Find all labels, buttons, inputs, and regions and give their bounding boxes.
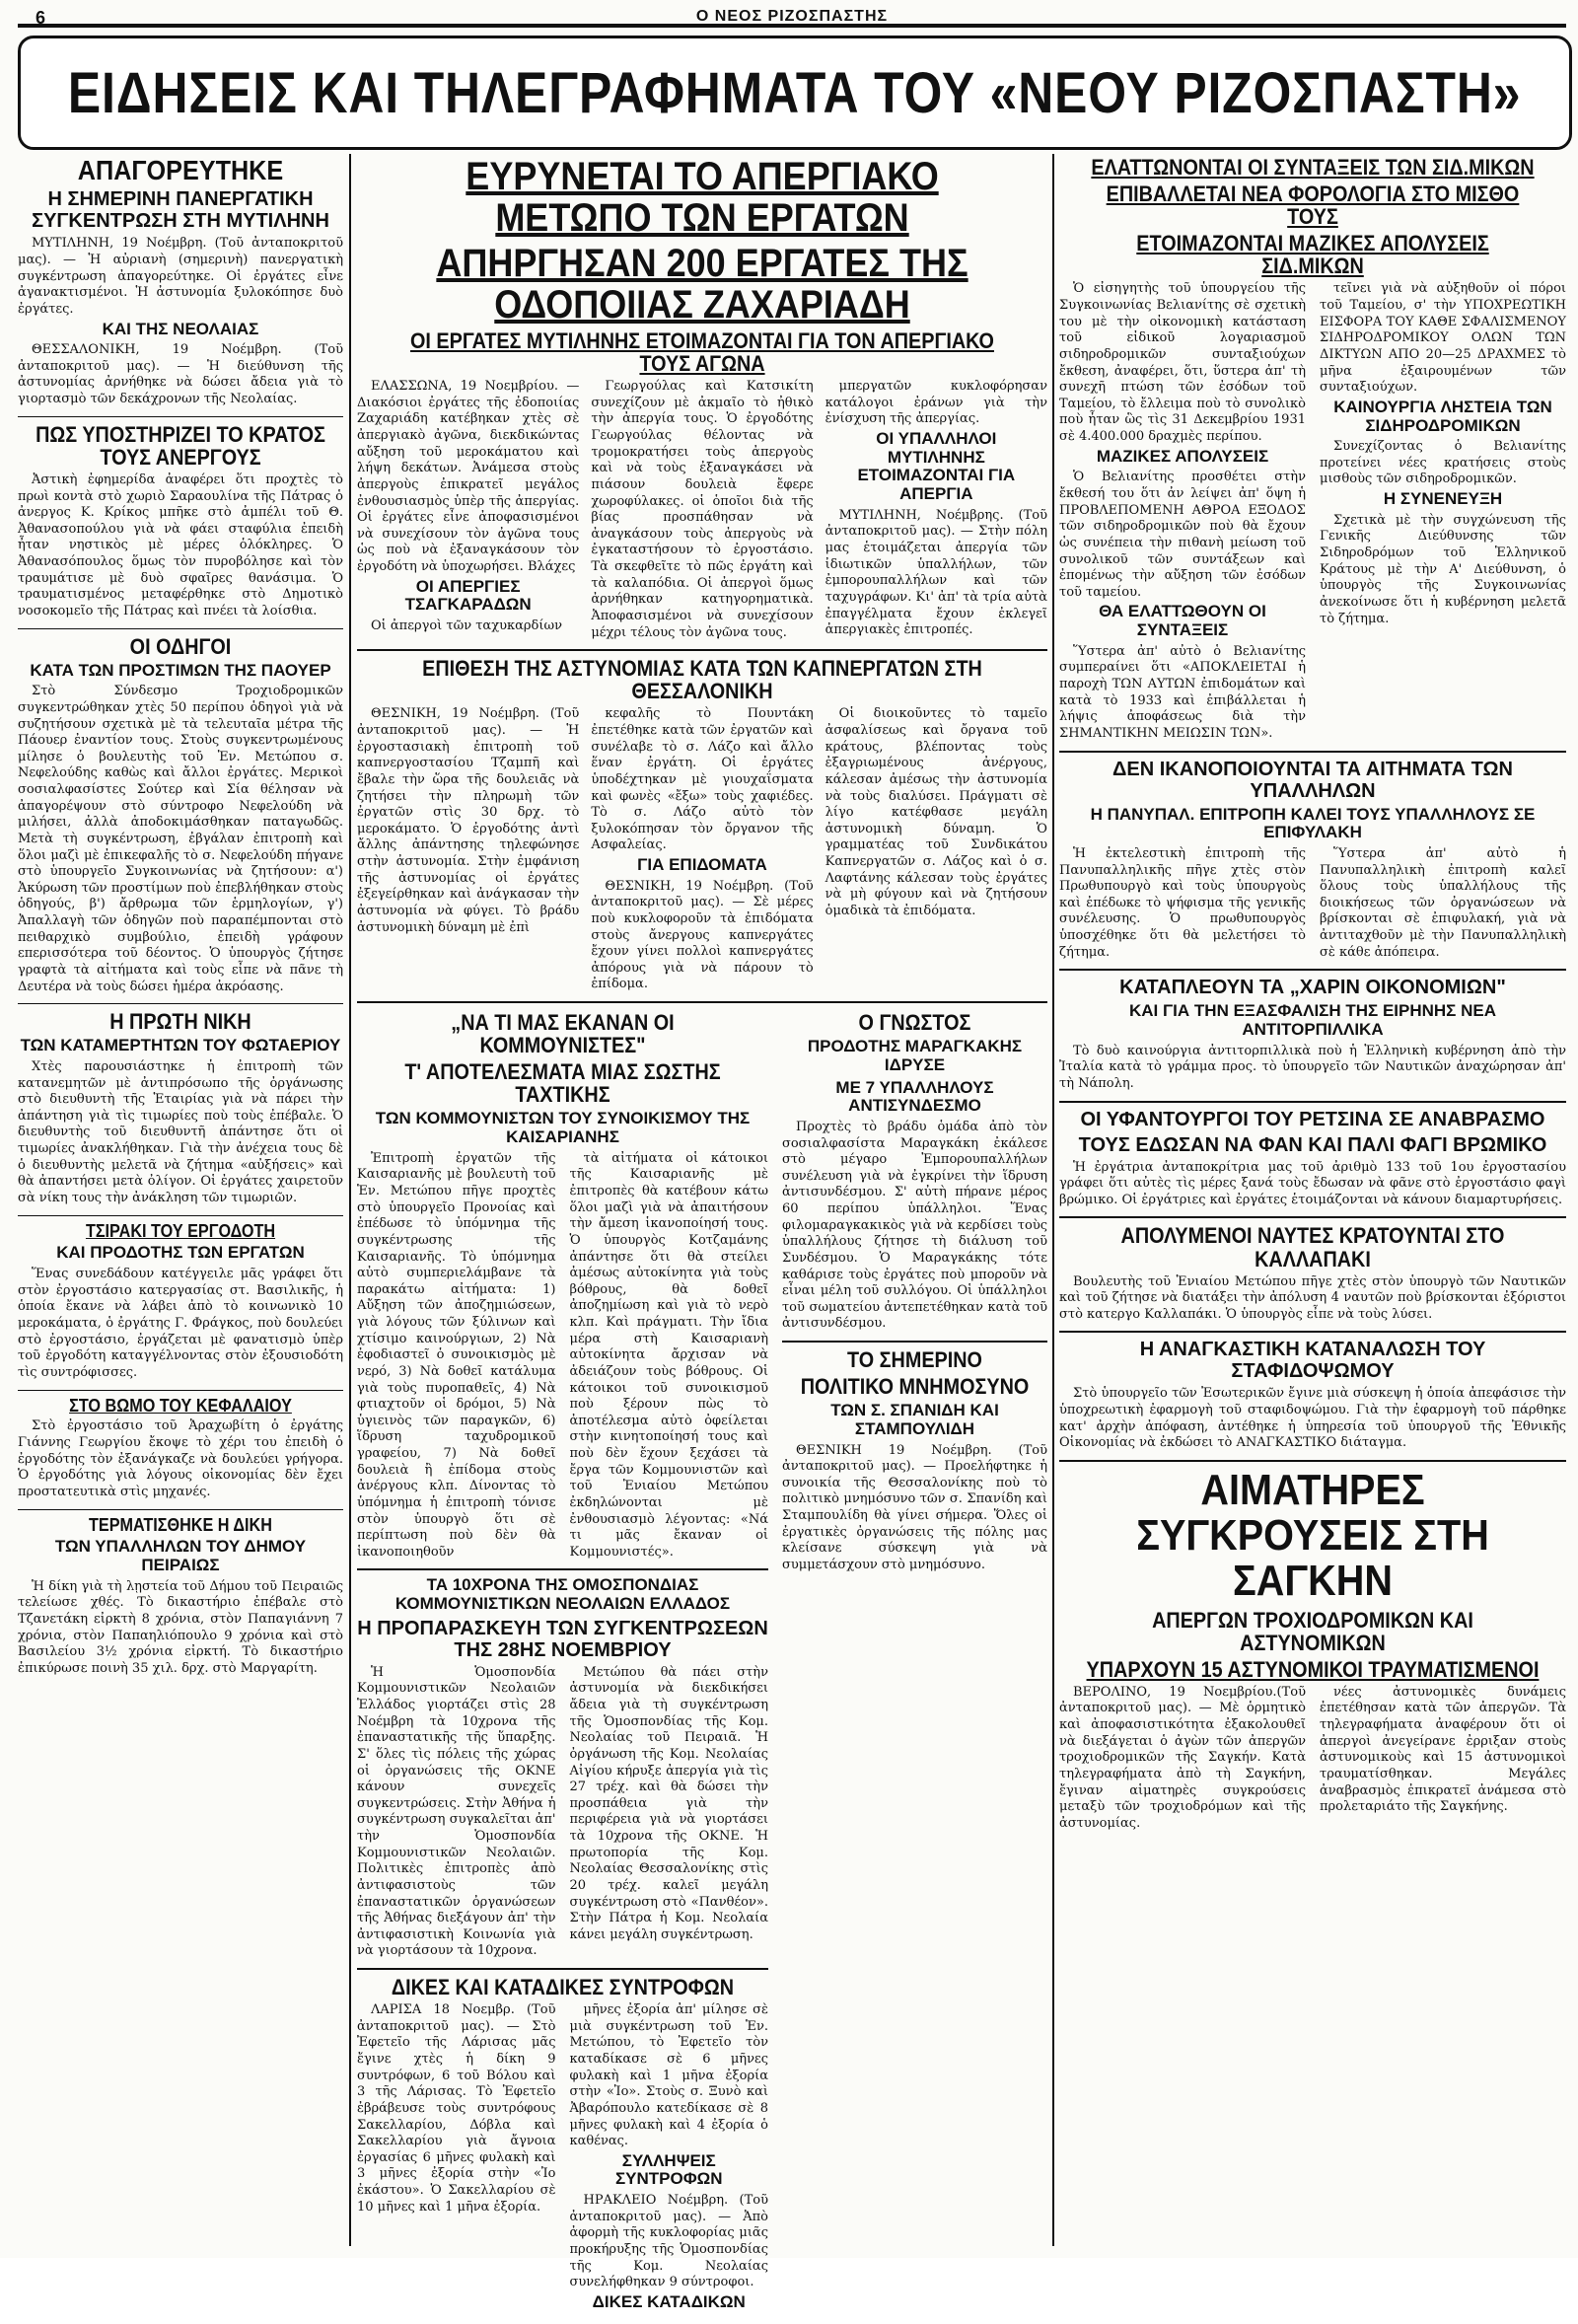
divider — [357, 649, 1047, 651]
subheadline: ΚΑΙ ΓΙΑ ΤΗΝ ΕΞΑΣΦΑΛΙΣΗ ΤΗΣ ΕΙΡΗΝΗΣ ΝΕΑ ΑΝΤΙΤΟΡΠΙΛΛΙΚΑ — [1128, 1001, 1497, 1039]
article-memorial — [782, 1348, 1047, 1574]
article-body: Μετώπου θὰ πάει στὴν ἀστυνομία νὰ διεκδικήσει ἄδεια γιὰ τὴ συγκέντρωση τῆς Ὁμοσπονδίας τῆς Κομ. Νεολαίας τοῦ Πειραιᾶ. Ἡ ὀργάνωση τῆς Κομ. Νεολαίας Αἰγίου κήρυξε ἀπεργία γιὰ τὶς 27 τρέχ. καὶ θὰ δώσει τὴν προσπάθεια γιὰ τὴν περιφέρεια γιὰ νὰ γιορτάσει τὰ 10χρονα τῆς ΟΚΝΕ. Ἡ πρωτοπορία τῆς Κομ. Νεολαίας Θεσσαλονίκης στὶς 20 τρέχ. καλεῖ μεγάλη συγκέντρωση στὸ «Πανθέον». Στὴν Πάτρα ἡ Κομ. Νεολαία κάνει μεγάλη συγκέντρωση. — [569, 1664, 768, 1942]
subheadline: ΚΑΙ ΤΗΣ ΝΕΟΛΑΙΑΣ — [102, 319, 259, 338]
headline: ΑΠΟΛΥΜΕΝΟΙ ΝΑΥΤΕΣ ΚΡΑΤΟΥΝΤΑΙ ΣΤΟ ΚΑΛΛΑΠΑΚΙ — [1120, 1223, 1505, 1271]
subheadline: ΤΩΝ ΥΠΑΛΛΗΛΩΝ ΤΟΥ ΔΗΜΟΥ ΠΕΙΡΑΙΩΣ — [54, 1537, 307, 1575]
article-police-attack — [357, 657, 1047, 993]
article-body: ΒΕΡΟΛΙΝΟ, 19 Νοεμβρίου.(Τοῦ ἀνταποκριτοῦ μας). — Μὲ ὁρμητικὸ καὶ ἀποφασιστικότητα ἐξακολουθεῖ νὰ διεξάγεται ὁ ἀγὼν τῶν ἀπεργῶν τροχιοδρομικῶν τῆς Σαγκήν. Κατὰ τηλεγραφήματα ἀπὸ τὴ Σαγκήνη, ἔγιναν αἱματηρὲς συγκρούσεις μεταξὺ τῶν τροχιοδρόμων καὶ τῆς ἀστυνομίας. — [1059, 1684, 1306, 1831]
subheadline: ΔΙΚΕΣ ΚΑΤΑΔΙΚΩΝ — [592, 2291, 746, 2311]
article-saxony-clashes — [1059, 1465, 1566, 1832]
article-first-win — [18, 1010, 343, 1206]
divider — [1059, 1460, 1566, 1462]
subheadline: ΓΙΑ ΕΠΙΔΟΜΑΤΑ — [637, 855, 767, 874]
headline: ΣΤΟ ΒΩΜΟ ΤΟΥ ΚΕΦΑΛΑΙΟΥ — [69, 1395, 292, 1416]
article-kaisariani — [357, 1011, 768, 1561]
article-body: ΘΕΣΝΙΚΗ, 19 Νοέμβρη. (Τοῦ ἀνταποκριτοῦ μας). — Σὲ μέρες ποὺ κυκλοφοροῦν τὰ ἐπιδόματα στοὺς ἄνεργους καπνεργάτες ἔχουν γίνει πολλοὶ καπνεργάτες ἀπόρους γιὰ νὰ πάρουν τὸ ἐπίδομα. — [591, 878, 814, 992]
headline: ΤΣΙΡΑΚΙ ΤΟΥ ΕΡΓΟΔΟΤΗ — [85, 1220, 276, 1241]
article-body: τὰ αἰτήματα οἱ κάτοικοι τῆς Καισαριανῆς μὲ ἐπιτροπὲς θὰ κατέβουν κάτω ὅλοι μαζὶ γιὰ νὰ ἀπαιτήσουν τὴν ἄμεση ἱκανοποίησή τους. Ὁ ὑπουργὸς Κοτζαμάνης ἀπάντησε ὅτι θὰ στείλει ἀμέσως αὐτοκίνητα γιὰ τοὺς βόθρους, θὰ δοθεῖ ἀποζημίωση καὶ γιὰ τὸ νερὸ κλπ. Καὶ πράγματι. Τὴν ἴδια μέρα στὴ Καισαριανὴ αὐτοκίνητα ἄρχισαν νὰ ἀδειάζουν τοὺς βόθρους. Οἱ κάτοικοι τοῦ συνοικισμοῦ ποὺ ξέρουν πὼς τὸ ἀποτέλεσμα αὐτὸ ὀφείλεται στὴν κινητοποίησή τους καὶ ποὺ δὲν ἔχουν ξεχάσει τὰ ἔργα τῶν Κομμουνιστῶν καὶ τοῦ Ἑνιαίου Μετώπου ἐκδηλώνονται μὲ ἐνθουσιασμὸ λέγοντας: «Νά τι μᾶς ἔκαναν οἱ Κομμουνιστές». — [569, 1150, 768, 1560]
subheadline: ΜΑΖΙΚΕΣ ΑΠΟΛΥΣΕΙΣ — [1096, 446, 1269, 466]
article-body: Προχτὲς τὸ βράδυ ὁμάδα ἀπὸ τὸν σοσιαλφασίστα Μαραγκάκη ἐκάλεσε στὸ μέγαρο Ἐμπορουπαλλήλων συνέλευση γιὰ νὰ ἐγκρίνει τὴν ἵδρυση ἀντισυνδέσμου. Σ' αὐτὴ πήρανε μέρος 60 περίπου ὑπάλληλοι. Ἕνας φιλομαραγκακικὸς γιὰ νὰ κερδίσει τοὺς ὑπαλλήλους ζήτησε τὴ διάλυση τοῦ Συνδέσμου. Ὁ Μαραγκάκης τότε καθάρισε τοὺς ἐργάτες ποὺ μποροῦν νὰ εἶναι μέλη τοῦ συλλόγου. Οἱ ὑπάλληλοι τοῦ σωματείου ἀντεπετέθηκαν κατὰ τοῦ ἀντισυνδέσμου. — [781, 1119, 1047, 1332]
article-trial — [18, 1516, 343, 1678]
headline: Ο ΓΝΩΣΤΟΣ — [858, 1010, 971, 1036]
article-body: ΘΕΣΝΙΚΗ, 19 Νοέμβρη. (Τοῦ ἀνταποκριτοῦ μας). — Ἡ ἐργοστασιακὴ ἐπιτροπὴ τοῦ καπνεργοστασίου Τζαμπῆ καὶ ἔβαλε τὴν ὥρα τῆς δουλειᾶς νὰ ζητήσει τὴν πληρωμὴ τῶν ἐργατῶν στὶς 30 δρχ. τὸ μεροκάματο. Ὁ ἐργοδότης ἀντὶ ἄλλης ἀπάντησης τηλεφώνησε στὴν ἀστυνομία. Στὴν ἐμφάνιση τῆς ἀστυνομίας οἱ ἐργάτες ἐξεγείρθηκαν καὶ ἀνάγκασαν τὴν ἀστυνομία νὰ φύγει. Τὸ βράδυ ἀστυνομικὴ δύναμη μὲ ἐπὶ — [357, 706, 580, 935]
headline: ΑΠΑΓΟΡΕΥΤΗΚΕ — [77, 155, 284, 185]
article-body: ΛΑΡΙΣΑ 18 Νοεμβρ. (Τοῦ ἀνταποκριτοῦ μας). — Στὸ Ἐφετεῖο τῆς Λάρισας μᾶς ἔγινε χτὲς ἡ δίκη 9 συντρόφων, 6 τοῦ Βόλου καὶ 3 τῆς Λάρισας. Τὸ Ἐφετεῖο ἐβράβευσε τοὺς συντρόφους Σακελλαρίου, Δόβλα καὶ Σακελλαρίου γιὰ ἄγνοια ἐργασίας 6 μῆνες φυλακὴ καὶ 3 μῆνες ἐξορία στὴν «Ἰο ἐκάστου». Ὁ Σακελλαρίου σὲ 10 μῆνες καὶ 1 μῆνα ἐξορία. — [357, 2002, 556, 2215]
divider — [357, 1568, 768, 1570]
masthead-bar — [18, 8, 1566, 28]
article-trials — [357, 1976, 768, 2316]
article-strike-front — [357, 156, 1047, 641]
divider — [1059, 969, 1566, 971]
article-columns — [357, 379, 1047, 641]
subheadline: ΚΑΤΑΠΛΕΟΥΝ ΤΑ „ΧΑΡΙΝ ΟΙΚΟΝΟΜΙΩΝ" — [1119, 977, 1506, 999]
article-body: Οἱ διοικοῦντες τὸ ταμεῖο ἀσφαλίσεως καὶ ὄργανα τοῦ κράτους, βλέποντας τοὺς ἐξαγριωμένους ἀνέργους, κάλεσαν ἀμέσως τὴν ἀστυνομία νὰ τοὺς διαλύσει. Πράγματι σὲ λίγο κατέφθασε μεγάλη ἀστυνομικὴ δύναμη. Ὁ γραμματέας τοῦ Συνδικάτου Καπνεργατῶν σ. Λάζος καὶ ὁ σ. Λαφτάνης κάλεσαν τοὺς ἐργάτες νὰ μὴ φύγουν καὶ νὰ ζητήσουν ὁμαδικὰ τὰ ἐπιδόματα. — [825, 706, 1047, 918]
subheadline: ΟΙ ΥΠΑΛΛΗΛΟΙ ΜΥΤΙΛΗΝΗΣ ΕΤΟΙΜΑΖΟΝΤΑΙ ΓΙΑ ΑΠΕΡΓΙΑ — [857, 429, 1016, 504]
column-center — [357, 154, 1047, 2311]
article-body: ΘΕΣΣΑΛΟΝΙΚΗ, 19 Νοέμβρη. (Τοῦ ἀνταποκριτοῦ μας). — Ἡ διεύθυνση τῆς ἀστυνομίας ἀρνήθηκε νὰ δώσει ἄδεια γιὰ τὸ γιορτασμὸ τῶν δεκάχρονων τῆς Νεολαίας. — [18, 342, 343, 407]
headline: ΑΙΜΑΤΗΡΕΣ ΣΥΓΚΡΟΥΣΕΙΣ ΣΤΗ ΣΑΓΚΗΝ — [1136, 1465, 1489, 1606]
subheadline: ΘΑ ΕΛΑΤΤΩΘΟΥΝ ΟΙ ΣΥΝΤΑΞΕΙΣ — [1099, 602, 1266, 640]
article-body: ΘΕΣΝΙΚΗ 19 Νοέμβρη. (Τοῦ ἀνταποκριτοῦ μας). — Προελήφτηκε ἡ συνοικία τῆς Θεσσαλονίκης ποὺ τὸ πολιτικὸ μνημόσυνο τῶν σ. Σπανίδη καὶ Σταμπουλίδη θὰ γίνει σήμερα. Ὅλες οἱ ἐργατικὲς ὀργανώσεις τῆς πόλης μας κλείσανε σύσκεψη γιὰ νὰ συμμετάσχουν στὸ μνημόσυνο. — [781, 1442, 1047, 1572]
divider — [18, 1509, 343, 1510]
article-body: τεῖνει γιὰ νὰ αὐξηθοῦν οἱ πόροι τοῦ Ταμείου, σ' τὴν ΥΠΟΧΡΕΩΤΙΚΗ ΕΙΣΦΟΡΑ ΤΟΥ ΚΑΘΕ ΣΦΑΛΙΣΜΕΝΟΥ ΣΙΔΗΡΟΔΡΟΜΙΚΟΥ ΟΛΩΝ ΤΩΝ ΔΙΚΤΥΩΝ ΑΠΟ 20—25 ΔΡΑΧΜΕΣ τὸ μῆνα ἐξαιρουμένων τῶν συνταξιούχων. — [1320, 281, 1566, 396]
divider — [18, 1003, 343, 1004]
subheadline: ΟΙ ΑΠΕΡΓΙΕΣ ΤΣΑΓΚΑΡΑΔΩΝ — [404, 576, 532, 615]
page-number: 6 — [36, 8, 46, 28]
subheadline: ΠΡΟΔΟΤΗΣ ΜΑΡΑΓΚΑΚΗΣ ΙΔΡΥΣΕ — [807, 1037, 1023, 1074]
headline: ΟΙ ΕΡΓΑΤΕΣ ΜΥΤΙΛΗΝΗΣ ΕΤΟΙΜΑΖΟΝΤΑΙ ΓΙΑ ΤΟΝ ΑΠΕΡΓΙΑΚΟ ΤΟΥΣ ΑΓΩΝΑ — [410, 328, 994, 377]
headline: ΑΠΗΡΓΗΣΑΝ 200 ΕΡΓΑΤΕΣ ΤΗΣ ΟΔΟΠΟΙΙΑΣ ΖΑΧΑΡΙΑΔΗ — [436, 242, 968, 327]
headline: ΤΕΡΜΑΤΙΣΘΗΚΕ Η ΔΙΚΗ — [89, 1514, 272, 1535]
subheadline: Η ΑΝΑΓΚΑΣΤΙΚΗ ΚΑΤΑΝΑΛΩΣΗ ΤΟΥ ΣΤΑΦΙΔΟΨΩΜΟΥ — [1139, 1339, 1486, 1383]
divider — [357, 1001, 1047, 1003]
article-columns — [1059, 1685, 1566, 1833]
subheadline: Η ΣΗΜΕΡΙΝΗ ΠΑΝΕΡΓΑΤΙΚΗ ΣΥΓΚΕΝΤΡΩΣΗ ΣΤΗ ΜΥΤΙΛΗΝΗ — [32, 188, 329, 233]
article-body: Ὕστερα ἀπ' αὐτὸ ἡ Πανυπαλληλικὴ ἐπιτροπὴ καλεῖ ὅλους τοὺς ὑπαλλήλους τῆς διοικήσεως τῶν ὀργανώσεων νὰ βρίσκονται σὲ ἐπιφυλακή, γιὰ νὰ ἀντιταχθοῦν μὲ τὴν Πανυπαλληλικὴ σὲ κάθε ἀπόπειρα. — [1320, 845, 1566, 960]
article-unemployed — [18, 423, 343, 620]
paper-name: Ο ΝΕΟΣ ΡΙΖΟΣΠΑΣΤΗΣ — [695, 8, 889, 25]
article-traitor — [18, 1222, 343, 1382]
article-employees — [1059, 759, 1566, 962]
subheadline: ΤΑ 10ΧΡΟΝΑ ΤΗΣ ΟΜΟΣΠΟΝΔΙΑΣ ΚΟΜΜΟΥΝΙΣΤΙΚΩΝ ΝΕΟΛΑΙΩΝ ΕΛΛΑΔΟΣ — [394, 1575, 731, 1614]
divider — [1059, 1101, 1566, 1103]
article-body: Ἕνας συνεδάδουν κατέγγειλε μᾶς γράφει ὅτι στὸν ἐργοστάσιο κατεργασίας στ. Βασιλικῆς, ἡ ὁποία ἔκανε νὰ λάβει ἀπὸ τὸ κοινωνικὸ 10 μεροκάματα, ὁ ἐργάτης Γ. Φράγκος, ποὺ δουλεύει στὸ ἐργοστάσιο, ἐργάζεται μὲ φανατισμὸ ὑπὲρ τοῦ ἐργοδότη καταγγέλνοντας στὸν ἐξουσιοδότη τὶς συντρόφισσες. — [18, 1267, 343, 1380]
subheadline: ΤΩΝ ΚΑΤΑΜΕΡΤΗΤΩΝ ΤΟΥ ΦΩΤΑΕΡΙΟΥ — [20, 1036, 341, 1055]
divider — [1059, 1216, 1566, 1218]
article-body: Γεωργούλας καὶ Κατσικίτη συνεχίζουν μὲ ἀκμαῖο τὸ ἠθικὸ τὴν ἀπεργία τους. Ὁ ἐργοδότης Γεωργούλας θέλοντας νὰ τρομοκρατήσει τοὺς ἀπεργοὺς καὶ νὰ τοὺς ἐξαναγκάσει νὰ πιάσουν δουλειὰ ἔφερε χωροφύλακες. οἱ ὁποῖοι διὰ τῆς βίας προσπάθησαν νὰ ἀναγκάσουν τοὺς ἀπεργοὺς νὰ ἐγκαταστήσουν τὸ ἐργοστάσιο. Τὰ σκεφθεῖτε τὸ πῶς ἐργάτη καὶ τὰ καλαπόδια. Οἱ ἀπεργοὶ ὅμως ἀρνήθηκαν κατηγορηματικὰ. Ἀποφασισμένοι νὰ συνεχίσουν μέχρι τέλους τὸν ἀγῶνα τους. — [591, 379, 814, 640]
article-destroyers — [1059, 977, 1566, 1092]
article-columns — [357, 1151, 768, 1561]
subheadline: ΜΕ 7 ΥΠΑΛΛΗΛΟΥΣ ΑΝΤΙΣΥΝΔΕΣΜΟ — [835, 1077, 994, 1116]
column-rule — [1052, 154, 1054, 2246]
headline: ΟΙ ΟΔΗΓΟΙ — [129, 633, 232, 659]
article-columns — [357, 2002, 768, 2315]
article-body: Συνεχίζοντας ὁ Βελιανίτης προτείνει νέες κρατήσεις στοὺς μισθοὺς τῶν σιδηροδρομικῶν. — [1320, 439, 1566, 487]
article-body: Ὕστερα ἀπ' αὐτὸ ὁ Βελιανίτης συμπεραίνει ὅτι «ΑΠΟΚΛΕΙΕΤΑΙ ἡ παροχὴ ΤΩΝ ΑΥΤΩΝ ἐπιδομάτων καὶ κατὰ τὸ 1933 καὶ ἐπιβάλλεται ἡ λήψις ἀποφάσεως διὰ τὴν ΣΗΜΑΝΤΙΚΗΝ ΜΕΙΩΣΙΝ ΤΩΝ». — [1059, 643, 1306, 741]
article-weavers — [1059, 1109, 1566, 1209]
subheadline: ΔΕΝ ΙΚΑΝΟΠΟΙΟΥΝΤΑΙ ΤΑ ΑΙΤΗΜΑΤΑ ΤΩΝ ΥΠΑΛΛΗΛΩΝ — [1112, 758, 1513, 802]
article-body: Βουλευτὴς τοῦ Ἑνιαίου Μετώπου πῆγε χτὲς στὸν ὑπουργὸ τῶν Ναυτικῶν καὶ τοῦ ζήτησε νὰ διατάξει τὴν ἀπόλυση 4 ναυτῶν ποὺ βρίσκονται ἐξόριστοι στὸ κατεργο Καλλαπάκι. Ὁ ὑπουργὸς εἶπε νὰ τοὺς λύσει. — [1059, 1273, 1566, 1322]
article-body: Ὁ εἰσηγητὴς τοῦ ὑπουργείου τῆς Συγκοινωνίας Βελιανίτης σὲ σχετικὴ του μὲ τὴν οἰκονομικὴ κατάσταση τοῦ εἰδικοῦ λογαριασμοῦ σιδηροδρομικῶν συνταξιούχων ἔκθεση, ἀναφέρει, ὅτι, ὕστερα ἀπ' τὴ συνεχῆ πτώση τῶν ἐσόδων τοῦ Ταμείου, τὸ ἔλλειμα ποὺ τὸ συνολικὸ ποὺ ἦταν ὣς τὶς 31 Δεκεμβρίου 1931 σὲ 4.400.000 δραχμὲς περίπου. — [1059, 281, 1306, 445]
article-body: ΗΡΑΚΛΕΙΟ Νοέμβρη. (Τοῦ ἀνταποκριτοῦ μας). — Ἀπὸ ἀφορμὴ τῆς κυκλοφορίας μιᾶς προκήρυξης τῆς Ὁμοσπονδίας τῆς Κομ. Νεολαίας συνελήφθηκαν 9 σύντροφοι. — [569, 2193, 768, 2290]
subheadline: Η ΣΥΝΕΝΕΥΞΗ — [1383, 489, 1503, 509]
article-altar — [18, 1397, 343, 1501]
subheadline: ΟΙ ΥΦΑΝΤΟΥΡΓΟΙ ΤΟΥ ΡΕΤΣΙΝΑ ΣΕ ΑΝΑΒΡΑΣΜΟ — [1080, 1108, 1545, 1130]
article-body: Στὸ ἐργοστάσιο τοῦ Ἀραχωβίτη ὁ ἐργάτης Γιάννης Γεωργίου ἔκοψε τὸ χέρι του ἐπειδὴ ὁ ἐργοδότης τὸν ἐξανάγκαζε νὰ δουλεύει γρήγορα. Ὁ ἐργοδότης γιὰ λόγους οἰκονομίας δὲν ἔχει προστατευτικὰ στὶς μηχανές. — [18, 1418, 343, 1499]
subheadline: Η ΠΡΟΠΑΡΑΣΚΕΥΗ ΤΩΝ ΣΥΓΚΕΝΤΡΩΣΕΩΝ ΤΗΣ 28ΗΣ ΝΟΕΜΒΡΙΟΥ — [357, 1617, 768, 1661]
article-drivers — [18, 635, 343, 996]
divider — [18, 1215, 343, 1216]
article-body: Χτὲς παρουσιάστηκε ἡ ἐπιτροπὴ τῶν κατανεμητῶν μὲ ἀντιπρόσωπο τῆς ὀργάνωσης στὸ διευθυντὴ τῆς Ἑταιρίας γιὰ νὰ πάρει τὴν ἀπάντηση γιὰ τὶς τιμωρίες ποὺ τοὺς ἐπέβαλε. Ὁ διευθυντὴς τοῦ διευθυντῆ ἀπάντησε ὅτι οἱ τιμωρίες ἀνακλήθηκαν. Γιὰ τὴν ἀνέχεια τους δὲ ὁ διευθυντὴς μελετᾶ νὰ ζήτημα «αὐξήσεις» καὶ θὰ ἀπαντήσει μετὰ ὀλίγον. Οἱ ἐργάτες χαιρετοῦν σὰ νίκη τους τὴν ἀνάκληση τῶν τιμωριῶν. — [18, 1058, 343, 1205]
divider — [18, 628, 343, 629]
subheadline: Η ΠΑΝΥΠΑΛ. ΕΠΙΤΡΟΠΗ ΚΑΛΕΙ ΤΟΥΣ ΥΠΑΛΛΗΛΟΥΣ ΣΕ ΕΠΙΦΥΛΑΚΗ — [1090, 804, 1536, 842]
article-columns — [357, 706, 1047, 993]
article-body: Ὁ Βελιανίτης προσθέτει στὴν ἔκθεσή του ὅτι ἀν λείψει ἀπ' ὅψη ἡ ΠΡΟΒΛΕΠΟΜΕΝΗ ΑΘΡΟΑ ΕΞΟΔΟΣ τῶν σιδηροδρομικῶν ποὺ θὰ ἔχουν ὡς συνέπεια τὴν πιθανὴ μείωση τοῦ συνολικοῦ τῶν συντάξεων καὶ ἐπομένως τὴν αὔξηση τῶν ἐσόδων τοῦ ταμείου. — [1059, 470, 1306, 600]
article-body: Ἡ Ὁμοσπονδία Κομμουνιστικῶν Νεολαιῶν Ἑλλάδος γιορτάζει στὶς 28 Νοέμβρη τὰ 10χρονα τῆς ἐπαναστατικῆς τῆς ὕπαρξης. Σ' ὅλες τὶς πόλεις τῆς χώρας οἱ ὀργανώσεις τῆς ΟΚΝΕ κάνουν συνεχεῖς συγκεντρώσεις. Στὴν Ἀθήνα ἡ συγκέντρωση συγκαλεῖται ἀπ' τὴν Ὁμοσπονδία Κομμουνιστικῶν Νεολαιῶν. Πολιτικὲς ἐπιτροπὲς ἀπὸ ἀντιφασιστοὺς τῶν ἐπαναστατικῶν ὀργανώσεων τῆς Ἀθήνας διεξάγουν ἀπ' τὴν ἀντιφασιστικὴ Κοινωνία γιὰ νὰ γιορτάσουν τὰ 10χρονα. — [357, 1664, 556, 1959]
article-sailors — [1059, 1224, 1566, 1323]
headline: ΥΠΑΡΧΟΥΝ 15 ΑΣΤΥΝΟΜΙΚΟΙ ΤΡΑΥΜΑΤΙΣΜΕΝΟΙ — [1086, 1656, 1540, 1682]
article-body: κεφαλῆς τὸ Πουντάκη ἐπετέθηκε κατὰ τῶν ἐργατῶν καὶ συνέλαβε τὸ σ. Λάζο καὶ ἄλλο ἕναν ἐργάτη. Οἱ ἐργάτες ὑποδέχτηκαν μὲ γιουχαΐσματα καὶ φωνὲς «ἔξω» τοὺς χαφιέδες. Τὸ σ. Λάζο αὐτὸ τὸν ξυλοκόπησαν τὸν ὄργανον τῆς Ασφαλείας. — [591, 706, 814, 853]
article-marangakis — [782, 1011, 1047, 1333]
article-body: Ἡ δίκη γιὰ τὴ λῃστεία τοῦ Δήμου τοῦ Πειραιῶς τελείωσε χθές. Τὸ δικαστήριο ἐπέβαλε στὸ Τζανετάκη εἰρκτὴ 8 χρόνια, στὸν Παπαγιάννη 7 χρόνια, στὸν Παπαηλιόπουλο 9 χρόνια καὶ στὸ Βασιλείου 3½ χρόνια εἰρκτή. Τὸ δικαστήριο ἐπικύρωσε ποινὴ 35 χιλ. δρχ. στὸ Μαργαρίτη. — [18, 1578, 343, 1676]
article-body: μῆνες ἐξορία ἀπ' μίλησε σὲ μιὰ συγκέντρωση τοῦ Ἑν. Μετώπου, τὸ Ἐφετεῖο τὸν καταδίκασε σὲ 6 μῆνες φυλακὴ καὶ 1 μῆνα ἐξορία στὴν «Ἰο». Στοὺς σ. Ξυνὸ καὶ Ἀβαρόπουλο κατεδίκασε σὲ 8 μῆνες φυλακὴ καὶ 4 ἐξορία ὁ καθένας. — [569, 2002, 768, 2149]
divider — [357, 1968, 768, 1970]
headline: ΑΠΕΡΓΩΝ ΤΡΟΧΙΟΔΡΟΜΙΚΩΝ ΚΑΙ ΑΣΤΥΝΟΜΙΚΩΝ — [1152, 1607, 1473, 1655]
headline: ΔΙΚΕΣ ΚΑΙ ΚΑΤΑΔΙΚΕΣ ΣΥΝΤΡΟΦΩΝ — [391, 1975, 735, 2000]
section-banner — [18, 36, 1572, 150]
article-body: Ἐπιτροπὴ ἐργατῶν τῆς Καισαριανῆς μὲ βουλευτὴ τοῦ Ἑν. Μετώπου πῆγε προχτὲς στὸ ὑπουργεῖο Προνοίας καὶ ἐπέδωσε τὸ ὑπόμνημα τῆς συγκέντρωσης τῆς Καισαριανῆς. Τὸ ὑπόμνημα αὐτὸ συμπεριελάμβανε τὰ παρακάτω αἰτήματα: 1) Αὔξηση τῶν ἀποζημιώσεων, γιὰ λόγους τῶν ξύλινων καὶ χτίσιμο καινούργιων, 2) Νὰ ἐφοδιαστεῖ ὁ συνοικισμὸς μὲ νερό, 3) Νὰ δοθεῖ κατάλυμα γιὰ τοὺς πυροπαθεῖς, 4) Νὰ φτιαχτοῦν οἱ δρόμοι, 5) Νὰ ὑγιεινὸς τῶν παραγκῶν, 6) ἵδρυση ταχυδρομικοῦ γραφείου, 7) Νὰ δοθεῖ δουλειὰ ἢ ἐπίδομα στοὺς ἀνέργους κλπ. Δίνοντας τὸ ὑπόμνημα ἡ ἐπιτροπὴ τόνισε στὸν ὑπουργὸ ὅτι σὲ περίπτωση ποὺ δὲν θὰ ἱκανοποιηθοῦν — [357, 1150, 556, 1560]
headline: ΠΩΣ ΥΠΟΣΤΗΡΙΖΕΙ ΤΟ ΚΡΑΤΟΣ ΤΟΥΣ ΑΝΕΡΓΟΥΣ — [36, 421, 325, 470]
article-body: Σχετικὰ μὲ τὴν συγχώνευση τῆς Γενικῆς Διεύθυνσης τῶν Σιδηροδρόμων τοῦ Ἑλληνικοῦ Κράτους μὲ τὴν Α' Διεύθυνση, ὁ ὑπουργὸς τῆς Συγκοινωνίας ἀνεκοίνωσε ὅτι ἡ κυβέρνηση μελετᾶ τὸ ζήτημα. — [1320, 512, 1566, 626]
divider — [18, 1390, 343, 1391]
subheadline: ΚΑΙ ΠΡΟΔΟΤΗΣ ΤΩΝ ΕΡΓΑΤΩΝ — [56, 1243, 305, 1263]
article-body: Ἡ ἐργάτρια ἀνταποκρίτρια μας τοῦ ἀριθμὸ 133 τοῦ 1ου ἐργοστασίου γράφει ὅτι αὐτὲς τὶς μέρες ξανά τοὺς ἔδωσαν νὰ φᾶνε στὸ ἐργοστάσιο φαγὶ βρώμικο. Οἱ ἐργάτριες καὶ ἐργάτες ἑτοιμάζονται νὰ κάνουν διαμαρτυρήσεις. — [1059, 1159, 1566, 1207]
subheadline: ΚΑΙΝΟΥΡΓΙΑ ΛΗΣΤΕΙΑ ΤΩΝ ΣΙΔΗΡΟΔΡΟΜΙΚΩΝ — [1333, 397, 1552, 435]
article-columns — [357, 1665, 768, 1960]
article-body: Τὸ δυὸ καινούργια ἀντιτορπιλλικὰ ποὺ ἡ Ἑλληνικὴ κυβέρνηση ἀπὸ τὴν Ἰταλία κατὰ τὸ γράμμα προς. τὸ ὑπουργεῖο τῶν Ναυτικῶν ἀναχώρησαν ἀπ' τὴ Νάπολη. — [1059, 1043, 1566, 1091]
article-body: μπεργατῶν κυκλοφόρησαν κατάλογοι ἐράνων γιὰ τὴν ἐνίσχυση τῆς ἀπεργίας. — [825, 379, 1047, 427]
article-columns — [1059, 846, 1566, 961]
headline: ΕΤΟΙΜΑΖΟΝΤΑΙ ΜΑΖΙΚΕΣ ΑΠΟΛΥΣΕΙΣ ΣΙΔ.ΜΙΚΩΝ — [1136, 231, 1489, 279]
subheadline: ΚΑΤΑ ΤΩΝ ΠΡΟΣΤΙΜΩΝ ΤΗΣ ΠΑΟΥΕΡ — [30, 660, 331, 680]
article-body: Οἱ ἀπεργοὶ τῶν ταχυκαρδίων — [371, 618, 562, 634]
article-columns — [1059, 281, 1566, 742]
divider — [18, 416, 343, 417]
column-left — [18, 154, 343, 2246]
center-lower-grid — [357, 1009, 1047, 2324]
article-body: Στὸ ὑπουργεῖο τῶν Ἐσωτερικῶν ἔγινε μιὰ σύσκεψη ἡ ὁποία ἀπεφάσισε τὴν ὑποχρεωτικὴ ἐφαρμογὴ τοῦ σταφιδοψώμου. Γιὰ τὴν ἐφαρμογὴ τοῦ πάρθηκε κατ' ἀρχὴν ἀπόφαση, ἀντέθηκε ἡ ὑπηρεσία τοῦ ὑπουργοῦ τῆς Ἐθνικῆς Οἰκονομίας νὰ ἐκδώσει τὸ ΑΝΑΓΚΑΣΤΙΚΟ διάταγμα. — [1059, 1386, 1566, 1451]
article-body: Ἀστικὴ ἐφημερίδα ἀναφέρει ὅτι προχτὲς τὸ πρωὶ κοντὰ στὸ χωριὸ Σαραουλίνα τῆς Πάτρας ὁ ἀνεργος Κ. Κρίκος μπῆκε στὸ ἀμπέλι τοῦ Θ. Ἀθανασοπούλου γιὰ νὰ φάει σταφύλια ἐπειδὴ ἦταν νηστικὸς μὲ μέρες ὁλόκληρες. Ὁ Ἀθανασόπουλος ὅμως τὸν πυροβόλησε καὶ τὸν τραυμάτισε μὲ δυὸ σφαῖρες θανάσιμα. Ὁ τραυματισμένος μεταφέρθηκε στὸ Δημοτικὸ νοσοκομεῖο τῆς Πάτρας καὶ πνέει τὰ λοίσθια. — [18, 472, 343, 618]
divider — [782, 1341, 1047, 1343]
subheadline: ΤΟΥΣ ΕΔΩΣΑΝ ΝΑ ΦΑΝ ΚΑΙ ΠΑΛΙ ΦΑΓΙ ΒΡΩΜΙΚΟ — [1078, 1133, 1547, 1156]
article-body: ΜΥΤΙΛΗΝΗ, 19 Νοέμβρη. (Τοῦ ἀνταποκριτοῦ μας). — Ἡ αὐριανὴ (σημερινὴ) πανεργατικὴ συγκέντρωση ἀπαγορεύτηκε. Οἱ ἐργάτες εἶνε ἀγανακτισμένοι. Ἡ ἀστυνομία ξυλοκόπησε δυὸ ἐργάτες. — [18, 236, 343, 317]
divider — [1059, 751, 1566, 753]
subheadline: ΣΥΛΛΗΨΕΙΣ ΣΥΝΤΡΟΦΩΝ — [614, 2150, 723, 2189]
column-right — [1059, 154, 1566, 2246]
article-okne — [357, 1576, 768, 1960]
headline: ΕΛΑΤΤΩΝΟΝΤΑΙ ΟΙ ΣΥΝΤΑΞΕΙΣ ΤΩΝ ΣΙΔ.ΜΙΚΩΝ — [1091, 155, 1535, 180]
column-rule — [349, 154, 351, 2246]
article-railway-pensions — [1059, 156, 1566, 743]
article-body: Στὸ Σύνδεσμο Τροχιοδρομικῶν συγκεντρώθηκαν χτὲς 50 περίπου ὁδηγοὶ γιὰ νὰ συζητήσουν σχετικὰ μὲ τὰ τελευταῖα μέτρα τῆς Πάουερ ἐναντίον τους. Στοὺς συγκεντρωμένους μίλησε ὁ βουλευτὴς τοῦ Ἑν. Μετώπου σ. Νεφελούδης καθὼς καὶ ἄλλοι ἐργάτες. Μερικοὶ σοσιαλφασίστες Σούτερ καὶ Σία θέλησαν νὰ ἀπαγορέψουν στὸ σύντροφο Νεφελούδη νὰ μιλήσει, ἀλλὰ ἀποδοκιμάσθηκαν παταγωδῶς. Μετὰ τὴ συγκέντρωση, ἐβγάλαν ἐπιτροπὴ καὶ ὅλοι μαζὶ μὲ ἐπικεφαλῆς τὸ σ. Νεφελούδη πήγανε στὸ ὑπουργεῖο Συγκοινωνίας νὰ ζητήσουν: α') Ἀκύρωση τῶν προστίμων ποὺ ἐπεβλήθηκαν στοὺς ὁδηγούς, β') ἄρθρωμα τῶν ἑρμηλογίων, γ') Ἀπαλλαγὴ τῶν ὁδηγῶν ποὺ παραπέμπονται στὸ πειθαρχικὸ συμβούλιο, ἐπειδὴ γράφουν επερισσότερα τοῦ δέοντος. Ὁ ὑπουργὸς ζήτησε γραφτὰ τὰ αἰτήματα καὶ τοὺς εἶπε νὰ πᾶνε τὴ Δευτέρα νὰ τοὺς δώσει ἡμέρα ἀκρόασης. — [18, 684, 343, 994]
headline: Η ΠΡΩΤΗ ΝΙΚΗ — [109, 1009, 251, 1035]
headline: ΕΠΙΘΕΣΗ ΤΗΣ ΑΣΤΥΝΟΜΙΑΣ ΚΑΤΑ ΤΩΝ ΚΑΠΝΕΡΓΑΤΩΝ ΣΤΗ ΘΕΣΣΑΛΟΝΙΚΗ — [422, 656, 982, 704]
headline: ΕΠΙΒΑΛΛΕΤΑΙ ΝΕΑ ΦΟΡΟΛΟΓΙΑ ΣΤΟ ΜΙΣΘΟ ΤΟΥΣ — [1106, 182, 1520, 230]
article-body: Ἡ ἐκτελεστικὴ ἐπιτροπὴ τῆς Πανυπαλληλικῆς πῆγε χτὲς στὸν Πρωθυπουργὸ καὶ τοὺς ὑπουργοὺς καὶ ἐπέδωκε τὸ ψήφισμα τῆς γενικῆς συνέλευσης. Ὁ πρωθυπουργὸς ὑποσχέθηκε ὅτι θὰ μελετήσει τὸ ζήτημα. — [1059, 845, 1306, 960]
headline: „ΝΑ ΤΙ ΜΑΣ ΕΚΑΝΑΝ ΟΙ ΚΟΜΜΟΥΝΙΣΤΕΣ" — [451, 1010, 675, 1058]
headline: ΠΟΛΙΤΙΚΟ ΜΝΗΜΟΣΥΝΟ — [800, 1374, 1030, 1400]
subheadline: ΤΩΝ Σ. ΣΠΑΝΙΔΗ ΚΑΙ ΣΤΑΜΠΟΥΛΙΔΗ — [830, 1401, 999, 1438]
divider — [1059, 1331, 1566, 1333]
article-mytilene-ban — [18, 156, 343, 408]
headline: ΤΟ ΣΗΜΕΡΙΝΟ — [847, 1347, 982, 1373]
headline: Τ' ΑΠΟΤΕΛΕΣΜΑΤΑ ΜΙΑΣ ΣΩΣΤΗΣ ΤΑΧΤΙΚΗΣ — [404, 1059, 721, 1108]
article-body: ΕΛΑΣΣΩΝΑ, 19 Νοεμβρίου. — Διακόσιοι ἐργάτες τῆς ἐδοποιίας Ζαχαριάδη κατέβηκαν χτὲς σὲ ἀπεργιακὸ ἀγῶνα, διεκδικώντας αὔξηση τοῦ μεροκάματου καὶ λήψη δεκάτων. Ἀνάμεσα στοὺς ἀπεργοὺς ἐπικρατεῖ μεγάλος ἐνθουσιασμὸς ὑπὲρ τῆς ἀπεργίας. Οἱ ἐργάτες εἶνε ἀποφασισμένοι νὰ συνεχίσουν τὸν ἀγῶνα τους ὡς ποὺ νὰ ἐξαναγκάσουν τὸν ἐργοδότη νὰ ὑποχωρήσει. Βλάχες — [357, 379, 580, 575]
article-body: νέες ἀστυνομικὲς δυνάμεις ἐπετέθησαν κατὰ τῶν ἀπεργῶν. Τὰ τηλεγραφήματα ἀναφέρουν ὅτι οἱ ἀπεργοὶ ἀνεγείρανε ἐρριξαν στοὺς ἀστυνομικοὺς καὶ 15 ἀστυνομικοὶ τραυματίσθηκαν. Μεγάλες ἀναβρασμὸς ἐπικρατεῖ ἀνάμεσα στὸ προλεταριάτο τῆς Σαγκήνης. — [1320, 1684, 1566, 1815]
article-body: ΜΥΤΙΛΗΝΗ, Νοέμβρης. (Τοῦ ἀνταποκριτοῦ μας). — Στὴν πόλη μας ἑτοιμάζεται ἀπεργία τῶν ἰδιωτικῶν ὑπαλλήλων, τῶν ἐμπορουπαλλήλων καὶ τῶν ταχυγράφων. Κι' ἀπ' τὰ τρία αὐτὰ ἐπαγγέλματα ἔχουν ἐκλεγεῖ ἀπεργιακὲς ἐπιτροπές. — [825, 507, 1047, 638]
subheadline: ΤΩΝ ΚΟΜΜΟΥΝΙΣΤΩΝ ΤΟΥ ΣΥΝΟΙΚΙΣΜΟΥ ΤΗΣ ΚΑΙΣΑΡΙΑΝΗΣ — [375, 1109, 751, 1147]
article-raisin-bread — [1059, 1339, 1566, 1452]
headline: ΕΥΡΥΝΕΤΑΙ ΤΟ ΑΠΕΡΓΙΑΚΟ ΜΕΤΩΠΟ ΤΩΝ ΕΡΓΑΤΩΝ — [466, 155, 939, 240]
banner-title: ΕΙΔΗΣΕΙΣ ΚΑΙ ΤΗΛΕΓΡΑΦΗΜΑΤΑ ΤΟΥ «ΝΕΟΥ ΡΙΖΟΣΠΑΣΤΗ» — [68, 60, 1522, 125]
